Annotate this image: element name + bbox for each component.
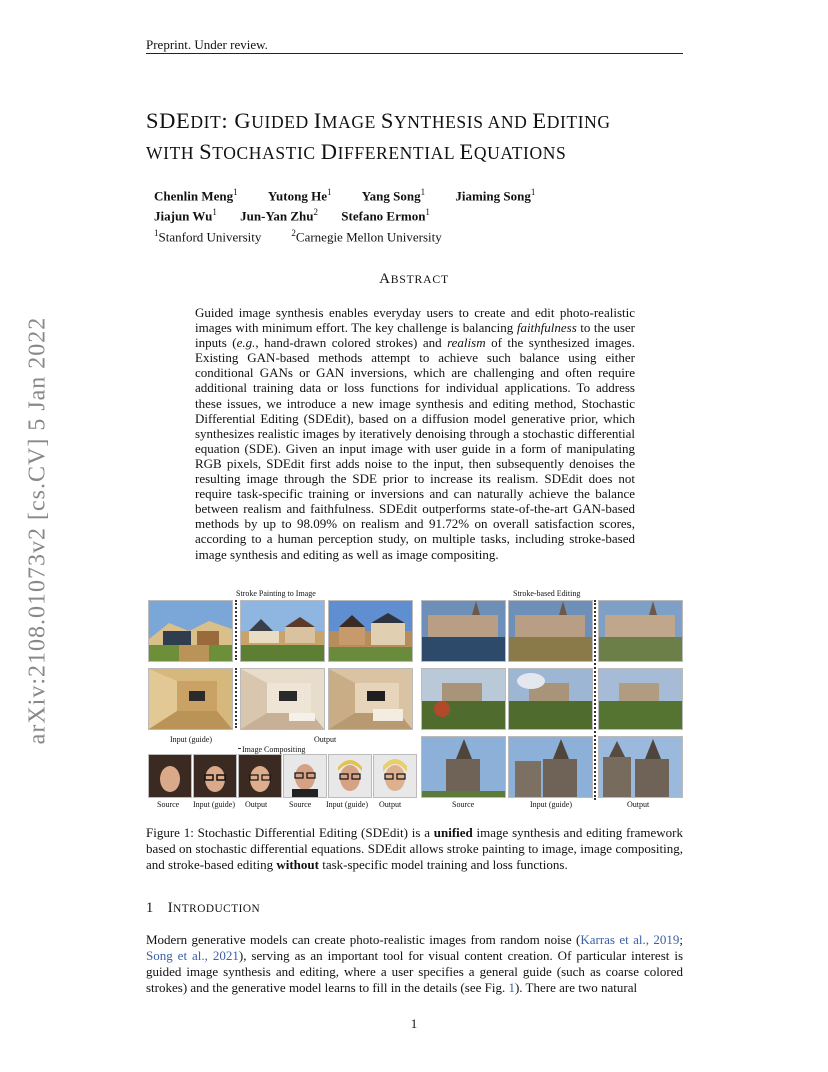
painting-output-room-2 (328, 668, 413, 730)
composite-source-face-2 (283, 754, 327, 798)
divider (594, 600, 596, 800)
editing-output-canal (598, 600, 683, 662)
running-header: Preprint. Under review. (146, 37, 268, 52)
paper-title (146, 106, 706, 168)
section-heading: 1 INTRODUCTION (146, 900, 261, 916)
painting-output-room-1-image (241, 669, 324, 729)
abstract-text: Guided image synthesis enables everyday users to create and edit photo-realistic images with minimum effort. The key challenge is balancing faithfulness to the user inputs (e.g., hand-drawn colored strokes) and realism of the synthesized images. Existing GAN-based methods attempt to achieve such balance using either conditional GANs or GAN inversions, which are challenging and often require additional training data or loss functions for individual applications. To address these issues, we introduce a new image synthesis and editing method, Stochastic Differential Editing (SDEdit), based on a diffusion model generative prior, which synthesizes realistic images by iteratively denoising through a stochastic differential equation (SDE). Given an input image with user guide in a form of manipulating RGB pixels, SDEdit first adds noise to the input, then subsequently denoises the resulting image through the SDE prior to increase its realism. SDEdit does not require task-specific training or inversions and can naturally achieve the balance between realism and faithfulness. SDEdit outperforms state-of-the-art GAN-based methods by up to 98.09% on realism and 91.72% on overall satisfaction scores, according to a human perception study, on multiple tasks, including stroke-based image synthesis and editing as well as image compositing. (195, 305, 635, 562)
page-number: 1 (410, 1016, 418, 1031)
arxiv-identifier[interactable]: arXiv:2108.01073v2 [cs.CV] 5 Jan 2022 (24, 316, 51, 744)
figure-ref-link[interactable]: 1 (508, 980, 515, 995)
composite-output-face-1 (238, 754, 282, 798)
composite-label: Input (guide) (193, 800, 235, 809)
canal-source-image (422, 601, 505, 661)
author-name: Jiajun Wu (154, 208, 213, 224)
editing-source-canal (421, 600, 506, 662)
editing-label: Source (452, 800, 475, 809)
label-image-compositing: Image Compositing (242, 745, 306, 754)
painting-output-village-1-image (241, 601, 324, 661)
painting-input-village (148, 600, 233, 662)
divider (238, 748, 241, 749)
painting-output-village-1 (240, 600, 325, 662)
painting-input-village-image (149, 601, 232, 661)
composite-label: Output (245, 800, 268, 809)
author-name: Chenlin Meng (154, 188, 234, 204)
author-row-1: Chenlin Meng$^1$ Yutong He$^1$ Yang Song$^1$ Jiaming Song$^1$ (154, 187, 536, 204)
label-stroke-painting: Stroke Painting to Image (236, 589, 316, 598)
author-name: Stefano Ermon (341, 208, 426, 224)
castle-source-image (422, 669, 505, 729)
divider (235, 600, 237, 660)
face-1-input-image (194, 755, 236, 797)
editing-output-church (598, 736, 683, 798)
painting-output-room-2-image (329, 669, 412, 729)
composite-source-face-1 (148, 754, 192, 798)
author-name: Yutong He (267, 188, 327, 204)
editing-label: Input (guide) (530, 800, 572, 809)
church-input-image (509, 737, 592, 797)
figure-caption: Figure 1: Stochastic Differential Editing (SDEdit) is a unified image synthesis and editing framework based on stochastic differential equations. SDEdit allows stroke painting to image, image compositing, and stroke-based editing without task-specific model training and loss functions. (146, 825, 684, 872)
painting-output-village-2 (328, 600, 413, 662)
face-2-image (284, 755, 326, 797)
editing-source-church (421, 736, 506, 798)
painting-output-room-1 (240, 668, 325, 730)
citation-link[interactable]: Karras et al., 2019 (580, 932, 680, 947)
composite-label: Output (379, 800, 402, 809)
composite-label: Input (guide) (326, 800, 368, 809)
author-name: Jun-Yan Zhu (240, 208, 314, 224)
painting-output-village-2-image (329, 601, 412, 661)
author-block (154, 184, 535, 245)
author-row-2: Jiajun Wu$^1$ Jun-Yan Zhu$^2$ Stefano Ermon$^1$ (154, 207, 430, 224)
label-stroke-editing: Stroke-based Editing (513, 589, 581, 598)
editing-source-castle (421, 668, 506, 730)
face-2-output-image (374, 755, 416, 797)
editing-input-castle (508, 668, 593, 730)
face-2-input-image (329, 755, 371, 797)
composite-label: Source (157, 800, 180, 809)
castle-output-image (599, 669, 682, 729)
canal-input-image (509, 601, 592, 661)
title-line-1: SDEDIT: GUIDED IMAGE SYNTHESIS AND EDITING (146, 108, 611, 133)
castle-input-image (509, 669, 592, 729)
church-output-image (599, 737, 682, 797)
citation-link[interactable]: Song et al., 2021 (146, 948, 239, 963)
figure-1 (146, 588, 683, 810)
composite-output-face-2 (373, 754, 417, 798)
editing-label: Output (627, 800, 650, 809)
painting-input-room-image (149, 669, 232, 729)
title-line-2: WITH STOCHASTIC DIFFERENTIAL EQUATIONS (146, 139, 567, 164)
affiliations: $^1$Stanford University $^2$Carnegie Mellon University (154, 227, 442, 244)
editing-output-castle (598, 668, 683, 730)
painting-input-room (148, 668, 233, 730)
face-1-image (149, 755, 191, 797)
abstract-heading: ABSTRACT (379, 271, 449, 287)
editing-input-canal (508, 600, 593, 662)
composite-input-face-1 (193, 754, 237, 798)
composite-label: Source (289, 800, 312, 809)
label-output: Output (314, 735, 337, 744)
label-input-guide: Input (guide) (170, 735, 212, 744)
editing-input-church (508, 736, 593, 798)
face-1-output-image (239, 755, 281, 797)
divider (235, 668, 237, 728)
intro-paragraph: Modern generative models can create photo-realistic images from random noise (Karras et al., 2019; Song et al., 2021), serving as an important tool for visual content creation. Of particular interest is guided image synthesis and editing, where a user specifies a general guide (such as coarse colored strokes) and the generative model learns to fill in the details (see Fig. 1). There are two natural (146, 932, 683, 995)
author-name: Yang Song (361, 188, 421, 204)
author-name: Jiaming Song (455, 188, 531, 204)
header-rule (146, 53, 683, 54)
composite-input-face-2 (328, 754, 372, 798)
canal-output-image (599, 601, 682, 661)
arxiv-sidebar (18, 300, 58, 760)
church-source-image (422, 737, 505, 797)
